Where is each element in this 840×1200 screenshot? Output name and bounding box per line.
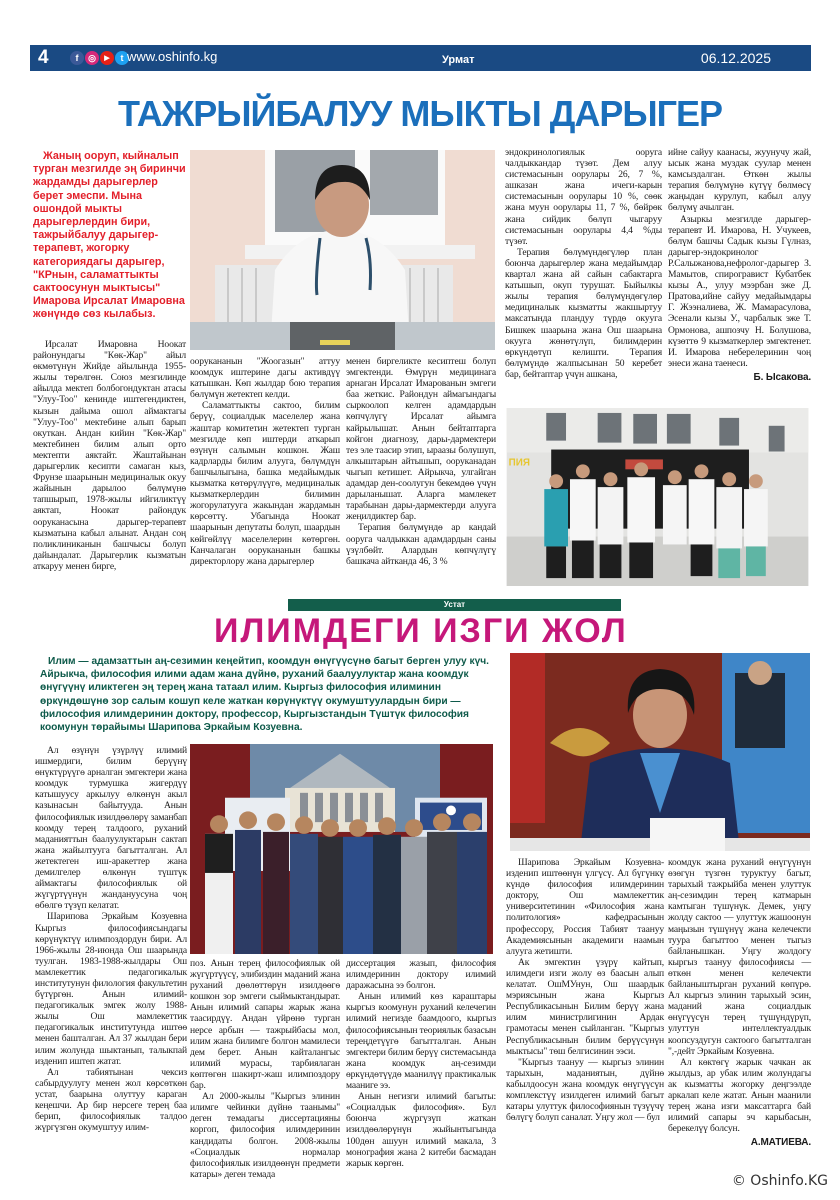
conference-group-photo	[190, 744, 493, 954]
article2-column-2	[190, 958, 340, 1180]
article2-column-4	[506, 857, 664, 1123]
facebook-icon[interactable]: f	[70, 51, 84, 65]
twitter-icon[interactable]: t	[115, 51, 129, 65]
article1-column-4	[505, 147, 662, 380]
paragraph: Шарипова Эркайым Козуевна Кыргыз философиясындагы көрүнүктүү илимпоздордун бири. Ал 1966-жылы 28-июнда Ош шаарында туулган. 1983-1988-жылдары Ош мамлекеттик педагогикалык институтунун филология факультетин бүтүргөн. Анын илимий-педагогикалык эмгек жолу 1988-жылы Ош мамлекеттик педагогикалык институтунда иштөө менен башталган. Ал 37 жылдан бери илим жолунда шыктанып, талыкпай изденип иштеп жатат.	[35, 911, 187, 1067]
page-header	[30, 45, 811, 71]
paragraph: эндокринологиялык ооруга чалдыккандар түзөт. Дем алуу системасынын оорулары 26, 7 %, ашказан жана ичеги-карын системасынын оорулары 10 %, сөөк жана муун оорулары 11, 7 %, бөйрөк жана сийдик бөлүп чыгаруу системасынын оорулары 4,4 %ды түзөт.	[505, 147, 662, 247]
paragraph: Ак эмгектин үзүрү кайтып, илимдеги изги жолу өз баасын алып келатат. ОшМУнун, Ош шаардык мэриясынын жана Кыргыз Республикасынын Билим берүү жана илим министрлигинин Ардак грамотасы менен сыйланган. "Кыргыз Республикасынын билим берүүсүнүн мыктысы" төш белгисинин ээси.	[506, 956, 664, 1057]
scientist-portrait-illustration	[510, 653, 810, 851]
banner-logo-icon	[446, 806, 456, 816]
paragraph: менен биргеликте кесиптеш болуп эмгектенди. Өмүрүн медицинага арнаган Ирсалат Имарованын эмгеги баа жеткис. Райондун аймагындагы сыркоолоп келген адамдардын көпчүлүгү Ирсалат айымга кайрылышат. Анын бейтаптарга койгон диагнозу, дары-дармектери тез эле таасир этип, ыраазы болушуп, алкыштарын айтышып, ооруканадан чыгып кетишет. Айрыкча, улгайган адамдар ден-соолугун бекемдөө үчүн дарыланышат. Аларга мамлекет тарабынан дары-дармектерди алууга жеңилдиктер бар.	[346, 356, 496, 523]
hospital-staff-photo	[505, 408, 810, 586]
paragraph: Ал 2000-жылы "Кыргыз элинин илимге чейинки дүйнө таанымы" деген темадагы диссертацияны коргоп, философия илимдеринин кандидаты болгон. 2008-жылы «Социалдык нормалар философиялык изилдөөнүн предмети катары» деген темада	[190, 1091, 340, 1180]
article2-column-5	[668, 857, 811, 1149]
paragraph: ийне сайуу каанасы, жуунучу жай, ысык жана муздак суулар менен камсыздалган. Өткөн жылы терапия бөлүмүнө күтүү бөлмөсү жаңыдан курулуп, кабыл алуу бөлүмү ачылган.	[668, 147, 811, 214]
rubric-bar: Устат	[288, 599, 621, 611]
paragraph: Терапия бөлүмүндөгүлөр план боюнча дарыгерлер жана медайымдар квартал жана ай сайын сабактарга катышып, окуп турушат. Быйылкы жылы терапия бөлүмүндөгүлөр медициналык кызматты жакшыртуу максатында пландуу түрдө окууга Бишкек шаарына жана Ош шаарына окууга жөнөтүлүп, билимдерин өркүндөтүп келишти. Терапия бөлүмүндө жалпысынан 50 керебет бар, бейтаптар үчүн ашкана,	[505, 246, 662, 380]
copyright-watermark: © Oshinfo.KG	[731, 1173, 828, 1189]
paragraph: Ал табиятынан чексиз сабырдуулугу менен жол көрсөткөн устат, баарына олуттуу караган кеңешчи. Ар бир нерсеге терең баа берип, философиялык талдоо жүргүзгөн окумуштуу илим-	[35, 1066, 187, 1134]
paragraph: Саламаттыкты сактоо, билим берүү, социалдык маселелер жана жаштар комитетин жетектеп турган мезгилде көп иштерди аткарып өзүнүн салымын кошкон. Жаш кадрларды билим алууга, бөлүмдүн башчылыгына, башка медайымдык кызматка көтөрүлүүгө, медициналык кызматкерлердин билимин жогорулатууга жакындан жардамын көрсөттү. Убагында Ноокат шаарынын депутаты болуп, шаардын көйгөйлүү маселелерин көтөргөн. Канчалаган оорукананын башкы директорлору жана дарыгерлер	[190, 400, 340, 567]
scientist-portrait-photo	[510, 653, 810, 851]
hospital-staff-illustration	[505, 408, 810, 586]
paragraph: Терапия бөлүмүндө ар кандай ооруга чалдыккан адамдардын саны үзүлбөйт. Алардын көпчүлүгү башкача айтканда 46, 3 %	[346, 522, 496, 567]
site-url[interactable]: www.oshinfo.kg	[127, 49, 218, 64]
social-icons	[70, 51, 129, 65]
article1-headline: ТАЖРЫЙБАЛУУ МЫКТЫ ДАРЫГЕР	[117, 93, 723, 134]
paragraph: Азыркы мезгилде дарыгер-терапевт И. Имарова, Н. Учукеев, бөлүм башчы Садык кызы Гүлназ, дарыгер-эндокринолог Р.Салыжанова,нефролог-дарыгер З. Мамытов, спирогравист Кубатбек кызы А., улуу мээрбан эже Д. Пратова,ийне сайуу медайымдары Г. Жээналиева, Ж. Мамарасулова, Эсенали кызы У., чарбалык эже Т. Ормонова, ашпозчу Н. Болушова, күзөттө 9 кызматкерлер эмгектенет. И. Имарова неберелеринин чоң энеси жана таенеси.	[668, 213, 811, 369]
article2-headline: ИЛИМДЕГИ ИЗГИ ЖОЛ	[214, 612, 628, 650]
paragraph: Анын илимий көз караштары кыргыз коомунун руханий келечегин илимий негизде баамдоого, кыргыз философиясынын теориялык базасын тереңдетүүгө багытталган. Анын эмгектери билим берүү системасында жана коомдук аң-сезимди өркүндөтүүдө маанилүү практикалык мааниге ээ.	[346, 991, 496, 1092]
article2-column-1	[35, 745, 187, 1133]
conference-group-illustration	[190, 744, 493, 954]
article1-signature: Б. Ысакова.	[753, 371, 811, 383]
article2-column-3	[346, 958, 496, 1169]
paragraph: Шарипова Эркайым Козуевна-изденип иштөөнүн үлгүсү. Ал бүгүнкү күндө философия илимдеринин доктору, Ош мамлекеттик университетинин «Философия жана политология» кафедрасынын профессору, Россия Табият таануу Академиясынын академиги наамын алууга жетишти.	[506, 857, 664, 957]
paragraph: диссертация жазып, философия илимдеринин доктору илимий даражасына ээ болгон.	[346, 958, 496, 992]
hospital-sign-text: ПИЯ	[508, 457, 530, 469]
article1-lead: Жаның ооруп, кыйналып турган мезгилде эң биринчи жардамды дарыгерлер берет эмеспи. Мына ошондой мыкты дарыгерлердин бири, тажрыйбалуу дарыгер-терапевт, жогорку категориядагы дарыгер, "КРнын, саламаттыкты сактоосунун мыктысы" Имарова Ирсалат Имаровна жөнүндө сөз кылабыз.	[33, 150, 186, 321]
paragraph: Ирсалат Имаровна Ноокат районундагы "Көк-Жар" айыл өкмөтүнүн Жийде айылында 1955-жылы төрөлгөн. Союз мезгилинде айылда мектеп болбогондуктан атасы "Улуу-Тоо" кенинде иштегендиктен, кызын дайыма ошол аймактагы "Улуу-Тоо" мектебине алып барып окуткан. Андан кийин "Көк-Жар" мектебинен билим алып орто мектепти аяктайт. Жаштайынан дарыгерлик кесипти самаган кыз, Фрунзе шаарынын медициналык окуу жайынын дарылоо бөлүмүнө тапшырып, 1978-жылы ийгиликтүү аяктап, Ноокат райондук ооруканасына дарыгер-терапевт кызматына кабыл алынат. Андан соң поликлиниканын башчысы болуп дайындалат. Дарыгерлик кызматын аткаруу менен бирге,	[33, 339, 186, 572]
article1-column-3	[346, 356, 496, 567]
article1-column-1	[33, 339, 186, 572]
issue-date: 06.12.2025	[700, 50, 771, 66]
instagram-icon[interactable]: ◎	[85, 51, 99, 65]
paragraph: Анын негизги илимий багыты: «Социалдык философия». Бул боюнча жүргүзүп жаткан изилдөөлөрүнүн жыйынтыгында 100дөн ашуун илимий макала, 3 монография жана 2 китеби басмадан жарык көргөн.	[346, 1091, 496, 1169]
doctor-portrait-illustration	[190, 150, 495, 350]
article2-lead: Илим — адамзаттын аң-сезимин кеңейтип, коомдун өнүгүүсүнө багыт берген улуу күч. Айрыкча, философия илими адам жана дүйнө, руханий баалуулуктар жана коомдук өнүгүүнү иликтеген эң терең жана татаал илим. Кыргыз философия илиминин өркүндөшүнө зор салым кошуп келе жаткан көрүнүктүү окумуштуулардын бири — философия илимдеринин доктору, профессор, Кыргызстандын Түштүк философия коомунун төрайымы Шарипова Эркайым Козуевна.	[40, 656, 490, 734]
paragraph: оорукананын "Жоогазын" аттуу коомдук иштерине дагы активдүү катышкан. Көп жылдар бою терапия бөлүмүн жетектеп келди.	[190, 356, 340, 401]
paragraph: Ал өзүнүн үзүрлүү илимий ишмердиги, билим берүүнү өнүктүрүүгө арналган эмгектери жана коомдук турмушка жигердүү катышуусу аркылуу өлкөнүн акыл казынасын байытууда. Анын философиялык изилдөөлөрү заманбап коомду терең талдоого, руханий маданияттын баалуулуктарын сактап жана жайылтууга багытталган. Ал жетектеген иш-аракеттер жана демилгелер өлкөнүн түштүк аймактагы философиялык ой жүгүртүүнүн жандануусуна чоң өбөлгө түзүп келатат.	[35, 745, 187, 912]
article2-signature: А.МАТИЕВА.	[750, 1137, 811, 1149]
doctor-portrait-photo	[190, 150, 495, 350]
paragraph: Ал көктөгү жарык чачкан ак жылдыз, ар убак илим жолундагы ак кызматты жогорку деңгээлде аркалап келе жатат. Анын маанили терең жана изги максаттарга бай илимий сапары эч карыбасын, берекелүү болсун.	[668, 1056, 811, 1135]
article1-column-2	[190, 356, 340, 567]
paragraph: поз. Анын терең философиялык ой жүгүртүүсү, элибиздин маданий жана руханий дөөлөттөрүн изилдөөгө кошкон зор эмгеги сыймыктандырат. Анын илимий сапары жарык жана таасирдүү. Андан үйрөнө турган нерсе арбын — тажрыйбасы мол, илим жана билимге болгон мамилеси дем берет. Анын кайталангыс илимий мурасы, тарбиялаган көптөгөн шакирт-жаш илимпоздору бар.	[190, 958, 340, 1092]
paragraph: "Кыргыз таануу — кыргыз элинин тарыхын, маданиятын, дүйнө кабылдоосун жана коомдук өнүгүүсүн комплекстүү изилдеген илимий багыт катары улуттук философиянын түзүүчү бөлүгү болуп саналат. Уңгу жол — бул	[506, 1056, 664, 1124]
youtube-icon[interactable]: ▶	[100, 51, 114, 65]
paragraph: коомдук жана руханий өнүгүүнүн өзөгүн түзгөн туруктуу багыт, тарыхый тажрыйба менен улуттук аң-сезимдин терең катмарын камтыган түшүнүк. Демек, уңгу жолду сактоо — улуттук жашоонун маңызын түшүнүү жана келечекти туура багыттоо менен тыгыз байланышкан. Уңгу жолдогу кыргыз таануу философиясы — өткөн менен келечекти байланыштырган руханий көпүрө. Ал кыргыз элинин тарыхый эсин, маданий жана социалдык өнүгүүсүн терең түшүндүрүп, улуттун интеллектуалдык коопсуздугун сактоого багытталган ",-дейт Эркайым Козуевна.	[668, 857, 811, 1057]
article1-column-5	[668, 147, 811, 384]
section-name: Урмат	[442, 54, 475, 66]
page-number: 4	[38, 47, 49, 68]
